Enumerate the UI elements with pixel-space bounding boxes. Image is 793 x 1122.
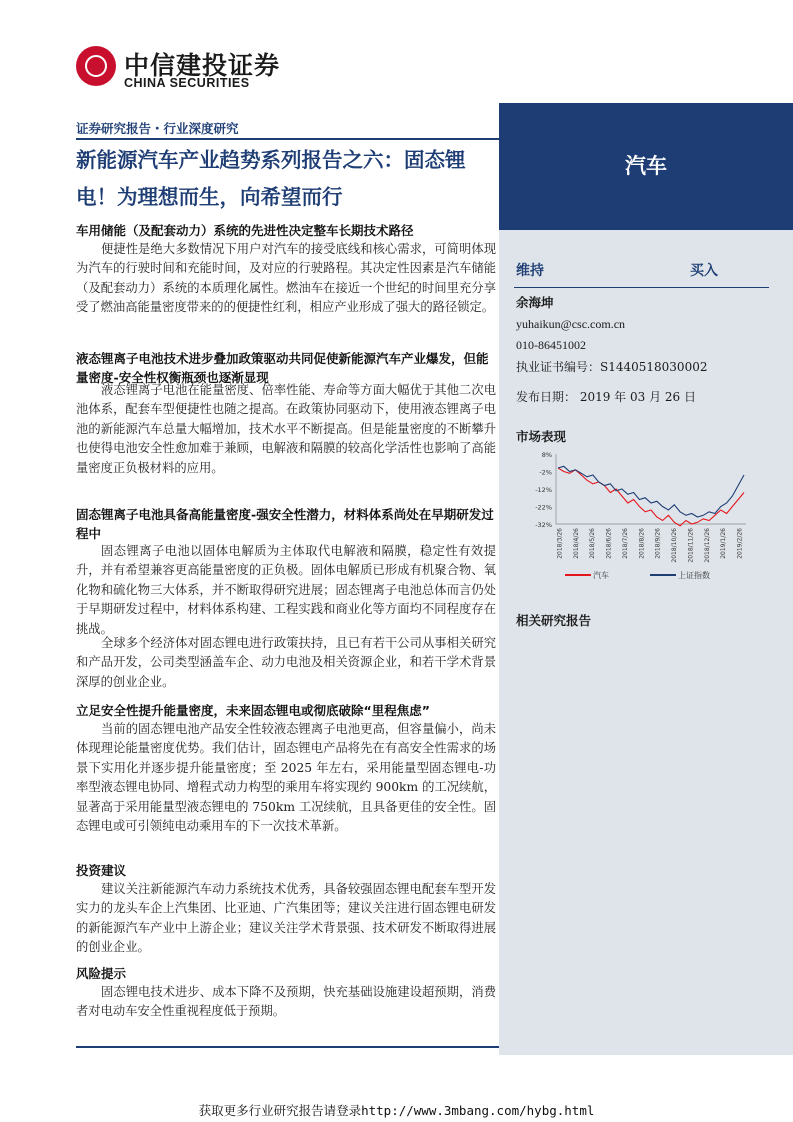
logo-chinese: 中信建投证券 [124, 51, 281, 80]
chart-x-tick-label: 2018/8/26 [638, 528, 646, 559]
logo-english: CHINA SECURITIES [124, 76, 250, 90]
chart-x-tick-label: 2019/2/26 [736, 528, 744, 559]
chart-x-tick-label: 2018/6/26 [605, 528, 613, 559]
footer-link[interactable]: 获取更多行业研究报告请登录http://www.3mbang.com/hybg.html [198, 1103, 595, 1118]
chart-x-tick-label: 2018/12/26 [703, 528, 711, 563]
section-heading-6: 风险提示 [76, 966, 127, 981]
rating-prev: 维持 [516, 263, 544, 279]
chart-x-tick-label: 2018/11/26 [687, 528, 695, 563]
chart-x-tick-label: 2018/10/26 [671, 528, 679, 563]
footer-divider [76, 1046, 499, 1048]
chart-y-tick-label: -32% [535, 521, 552, 529]
analyst-name: 余海坤 [516, 295, 554, 310]
section-para-3a: 固态锂离子电池以固体电解质为主体取代电解液和隔膜，稳定性有效提升，并有希望兼容更高能量密度的正负极。固体电解质已形成有机聚合物、氧化物和硫化物三大体系，并不断取得研究进展；固态锂离子电池总体而言仍处于早期研发过程中，材料体系构建、工程实践和商业化等方面均不同程度存在挑战。 [76, 544, 496, 636]
section-para-2: 液态锂离子电池在能量密度、倍率性能、寿命等方面大幅优于其他二次电池体系，配套车型便捷性也随之提高。在政策协同驱动下，使用液态锂离子电池的新能源汽车总量大幅增加，技术水平不断提高。但是能量密度的不断攀升也使得电池安全性愈加难于兼顾，电解液和隔膜的较高化学活性也影响了高能量密度正负极材料的应用。 [76, 383, 496, 475]
chart-x-tick-label: 2018/3/26 [556, 528, 564, 559]
section-heading-3: 固态锂离子电池具备高能量密度-强安全性潜力，材料体系尚处在早期研发过程中 [76, 507, 494, 541]
chart-y-tick-label: 8% [541, 451, 552, 459]
logo-icon [76, 46, 116, 86]
rating: 买入 [690, 263, 718, 279]
section-para-4: 当前的固态锂电池产品安全性较液态锂离子电池更高，但容量偏小，尚未体现理论能量密度优势。我们估计，固态锂电产品将先在有高安全性需求的场景下实用化并逐步提升能量密度；至 2025 年左右，采用能量型固态锂电-功率型液态锂电协同、增程式动力构型的乘用车将实现约 900km 的工况续航，显著高于采用能量型液态锂电的 750km 工况续航，且具备更佳的安全性。固态锂电或可引领纯电动乘用车的下一次技术革新。 [76, 722, 496, 834]
chart-x-tick-label: 2018/9/26 [654, 528, 662, 559]
section-para-6: 固态锂电技术进步、成本下降不及预期，快充基础设施建设超预期，消费者对电动车安全性重视程度低于预期。 [76, 985, 496, 1019]
report-type: 证券研究报告・行业深度研究 [76, 121, 239, 136]
legend-swatch-index [650, 574, 676, 576]
section-heading-1: 车用储能（及配套动力）系统的先进性决定整车长期技术路径 [76, 223, 414, 238]
rating-divider [514, 287, 769, 288]
market-title: 市场表现 [516, 429, 567, 444]
section-para-3b: 全球多个经济体对固态锂电进行政策扶持，且已有若干公司从事相关研究和产品开发，公司类型涵盖车企、动力电池及相关资源企业，和若干学术背景深厚的创业企业。 [76, 636, 496, 689]
section-para-1: 便捷性是绝大多数情况下用户对汽车的接受底线和核心需求，可简明体现为汽车的行驶时间和充能时间，及对应的行驶路程。其决定性因素是汽车储能（及配套动力）系统的本质理化属性。燃油车在接近一个世纪的时间里充分享受了燃油高能量密度带来的的便捷性红利，相应产业形成了强大的路径锁定。 [76, 242, 496, 315]
legend-label-auto: 汽车 [593, 571, 609, 580]
report-title: 新能源汽车产业趋势系列报告之六：固态锂电！为理想而生，向希望而行 [76, 148, 466, 209]
sector-name: 汽车 [625, 154, 667, 178]
analyst-phone: 010-86451002 [516, 338, 586, 352]
chart-x-tick-label: 2018/7/26 [621, 528, 629, 559]
chart-x-tick-label: 2018/4/26 [572, 528, 580, 559]
chart-y-tick-label: -22% [535, 503, 552, 512]
chart-y-tick-label: -12% [535, 486, 552, 494]
section-heading-4: 立足安全性提升能量密度，未来固态锂电或彻底破除“里程焦虑” [76, 703, 430, 718]
chart-x-tick-label: 2019/1/26 [720, 528, 728, 559]
header-divider [76, 138, 499, 140]
section-heading-2: 液态锂离子电池技术进步叠加政策驱动共同促使新能源汽车产业爆发，但能量密度-安全性权衡瓶颈也逐渐显现 [76, 351, 489, 385]
market-chart [518, 448, 758, 584]
analyst-license: 执业证书编号：S1440518030002 [516, 360, 708, 374]
section-para-5: 建议关注新能源汽车动力系统技术优秀，具备较强固态锂电配套车型开发实力的龙头车企上汽集团、比亚迪、广汽集团等；建议关注进行固态锂电研发的新能源汽车产业中上游企业；建议关注学术背景强、技术研发不断取得进展的创业企业。 [76, 882, 496, 955]
legend-label-index: 上证指数 [678, 571, 710, 580]
chart-y-tick-label: -2% [539, 468, 552, 477]
section-heading-5: 投资建议 [76, 863, 127, 878]
chart-series-line-2 [558, 466, 744, 517]
related-title: 相关研究报告 [516, 613, 592, 628]
legend-swatch-auto [565, 574, 591, 576]
analyst-email[interactable]: yuhaikun@csc.com.cn [516, 317, 626, 331]
publish-date: 发布日期： 2019 年 03 月 26 日 [516, 390, 696, 404]
chart-x-tick-label: 2018/5/26 [589, 528, 597, 559]
